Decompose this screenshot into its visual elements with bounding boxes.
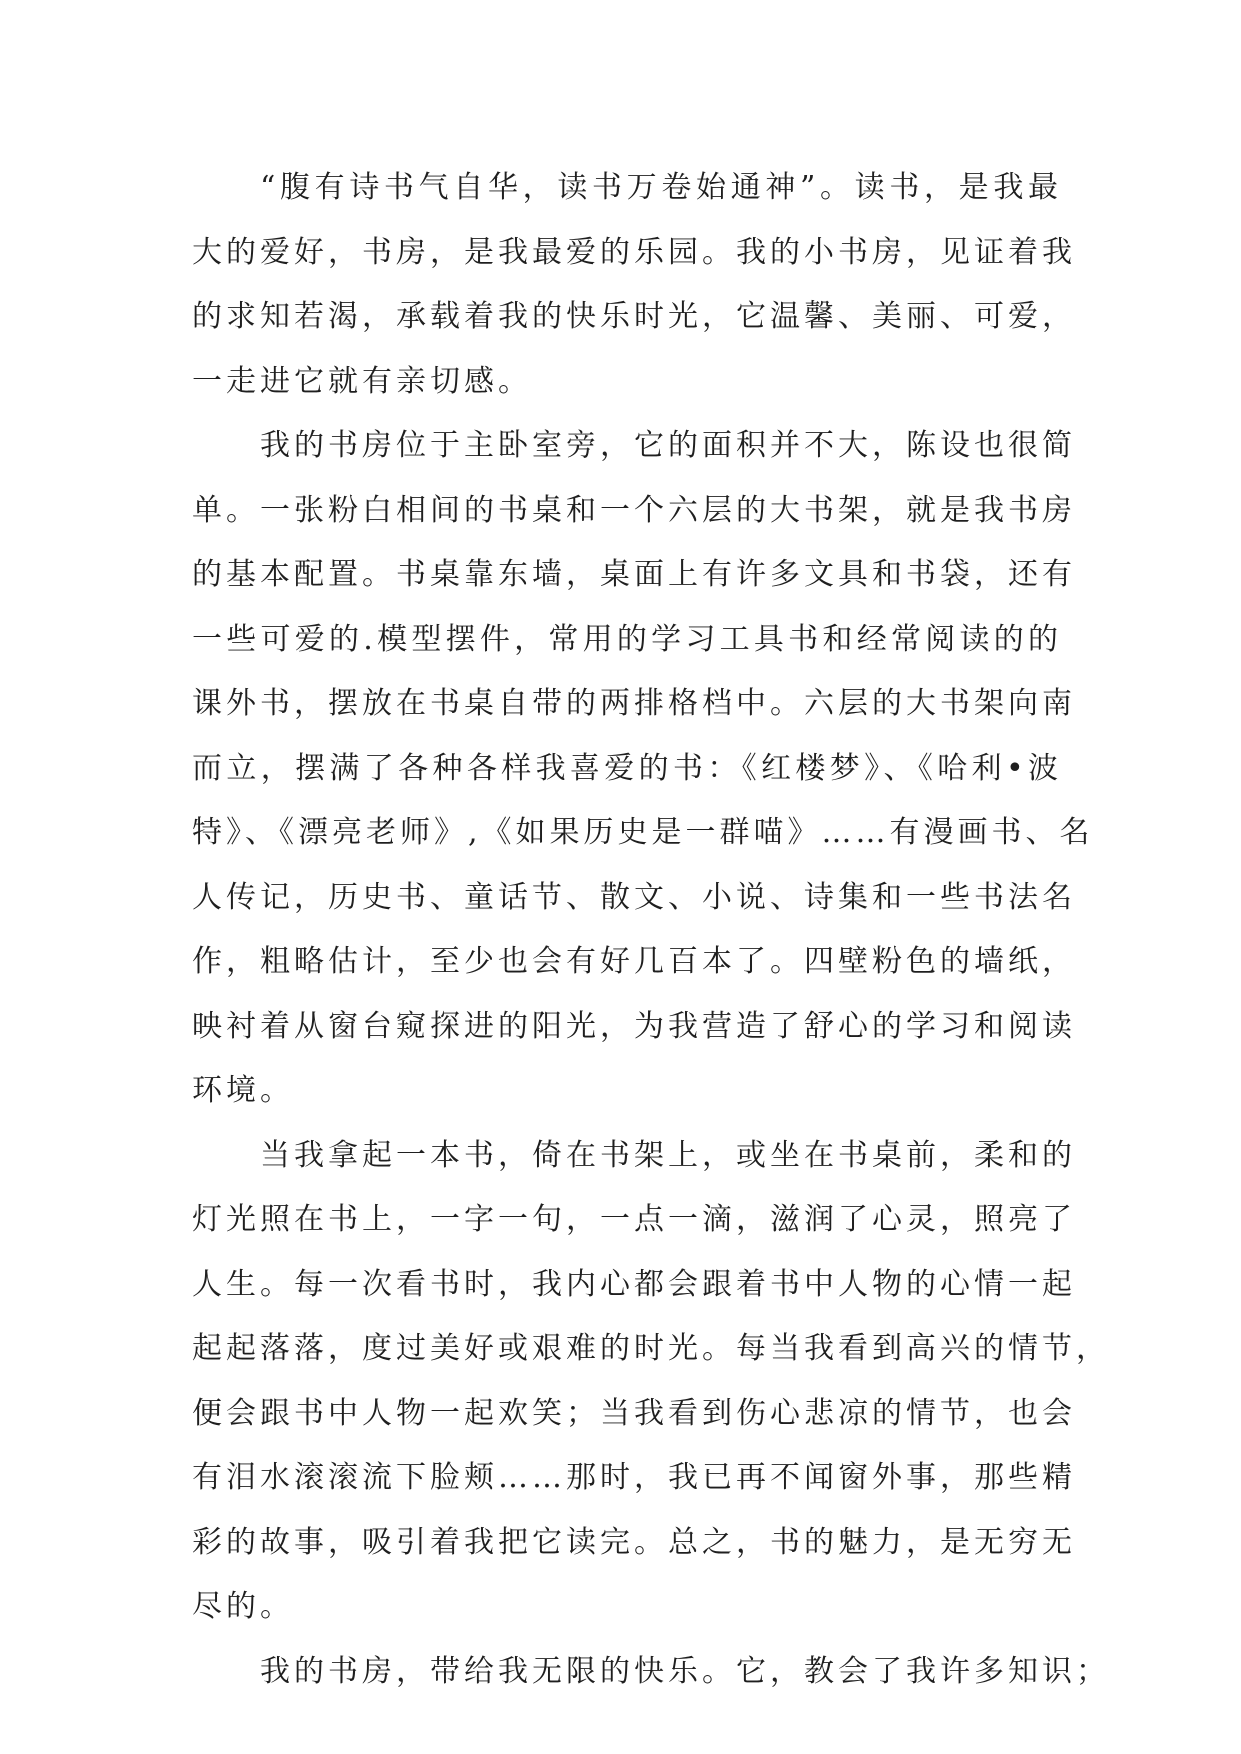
- paragraph-1-line-3: 的求知若渴，承载着我的快乐时光，它温馨、美丽、可爱，: [192, 299, 1076, 334]
- paragraph-2-line-3: 的基本配置。书桌靠东墙，桌面上有许多文具和书袋，还有: [192, 557, 1076, 592]
- paragraph-3-line-8: 尽的。: [192, 1589, 294, 1624]
- essay-body: [192, 156, 1110, 1704]
- paragraph-2-line-11: 环境。: [192, 1073, 294, 1108]
- paragraph-3-line-6: 有泪水滚滚流下脸颊……那时，我已再不闻窗外事，那些精: [192, 1460, 1076, 1495]
- paragraph-2-line-7: 特》、《漂亮老师》,《如果历史是一群喵》……有漫画书、名: [192, 815, 1094, 850]
- paragraph-2-line-1: 我的书房位于主卧室旁，它的面积并不大，陈设也很简: [260, 428, 1076, 463]
- paragraph-3-line-2: 灯光照在书上，一字一句，一点一滴，滋润了心灵，照亮了: [192, 1202, 1076, 1237]
- paragraph-2-line-9: 作，粗略估计，至少也会有好几百本了。四壁粉色的墙纸，: [192, 944, 1076, 979]
- paragraph-2-line-2: 单。一张粉白相间的书桌和一个六层的大书架，就是我书房: [192, 492, 1076, 528]
- paragraph-3-line-1: 当我拿起一本书，倚在书架上，或坐在书桌前，柔和的: [260, 1137, 1076, 1173]
- paragraph-3-line-5: 便会跟书中人物一起欢笑；当我看到伤心悲凉的情节，也会: [192, 1395, 1076, 1431]
- paragraph-1-line-4: 一走进它就有亲切感。: [192, 363, 532, 399]
- paragraph-2-line-6: 而立，摆满了各种各样我喜爱的书：《红楼梦》、《哈利•波: [192, 750, 1062, 786]
- paragraph-2-line-10: 映衬着从窗台窥探进的阳光，为我营造了舒心的学习和阅读: [192, 1008, 1076, 1044]
- paragraph-2-line-8: 人传记，历史书、童话节、散文、小说、诗集和一些书法名: [192, 879, 1076, 915]
- paragraph-3-line-3: 人生。每一次看书时，我内心都会跟着书中人物的心情一起: [192, 1266, 1076, 1302]
- paragraph-1-line-2: 大的爱好，书房，是我最爱的乐园。我的小书房，见证着我: [192, 234, 1076, 270]
- paragraph-2-line-4: 一些可爱的.模型摆件，常用的学习工具书和经常阅读的的: [192, 621, 1062, 657]
- paragraph-3-line-7: 彩的故事，吸引着我把它读完。总之，书的魅力，是无穷无: [192, 1524, 1076, 1560]
- paragraph-4-line-1: 我的书房，带给我无限的快乐。它，教会了我许多知识；: [260, 1653, 1110, 1689]
- paragraph-3-line-4: 起起落落，度过美好或艰难的时光。每当我看到高兴的情节，: [192, 1331, 1110, 1366]
- paragraph-2-line-5: 课外书，摆放在书桌自带的两排格档中。六层的大书架向南: [192, 686, 1076, 721]
- paragraph-1-line-1: “腹有诗书气自华，读书万卷始通神”。读书，是我最: [260, 170, 1062, 205]
